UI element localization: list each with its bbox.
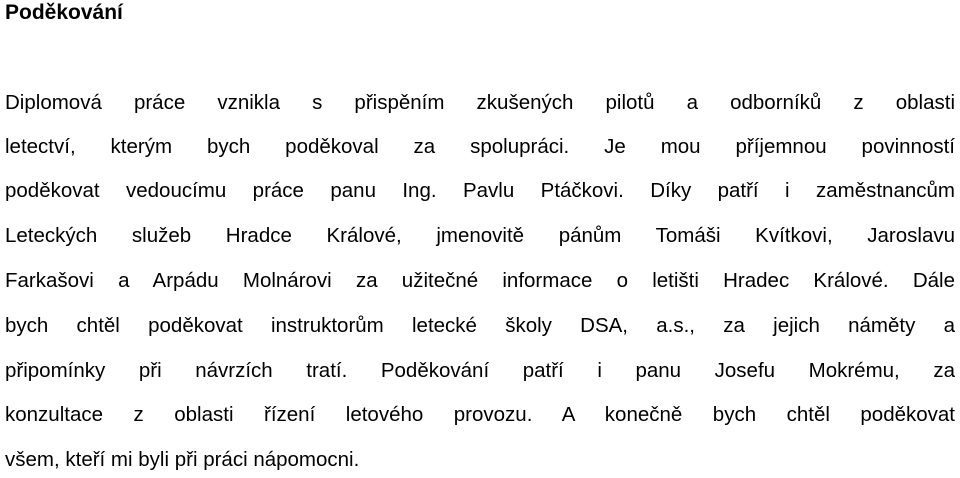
paragraph-line-8: konzultace z oblasti řízení letového provozu. A konečně bych chtěl poděkovat xyxy=(5,403,955,426)
paragraph-line-5: Farkašovi a Arpádu Molnárovi za užitečné informace o letišti Hradec Králové. Dále xyxy=(5,269,955,292)
paragraph-line-1: Diplomová práce vznikla s přispěním zkušených pilotů a odborníků z oblasti xyxy=(5,91,955,114)
paragraph-line-9: všem, kteří mi byli při práci nápomocni. xyxy=(5,448,360,471)
paragraph-line-2: letectví, kterým bych poděkoval za spolupráci. Je mou příjemnou povinností xyxy=(5,135,955,158)
paragraph-line-6: bych chtěl poděkovat instruktorům letecké školy DSA, a.s., za jejich náměty a xyxy=(5,314,955,337)
paragraph-line-7: připomínky při návrzích tratí. Poděkování patří i panu Josefu Mokrému, za xyxy=(5,359,955,382)
paragraph-line-3: poděkovat vedoucímu práce panu Ing. Pavlu Ptáčkovi. Díky patří i zaměstnancům xyxy=(5,179,955,202)
section-heading: Poděkování xyxy=(5,1,123,24)
paragraph-line-4: Leteckých služeb Hradce Králové, jmenovitě pánům Tomáši Kvítkovi, Jaroslavu xyxy=(5,224,955,247)
